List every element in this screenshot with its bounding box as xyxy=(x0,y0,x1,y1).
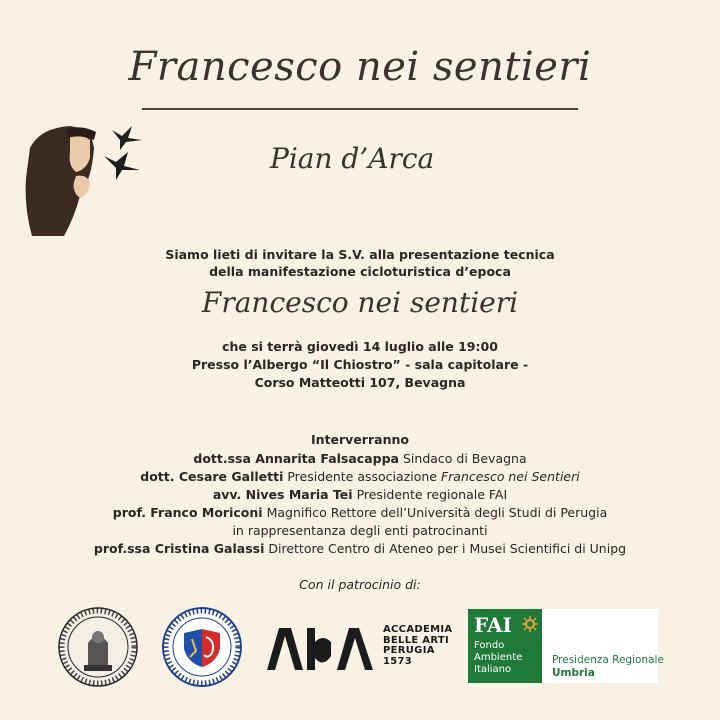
speaker-name: dott. Cesare Galletti xyxy=(140,469,284,484)
fai-region-title: Presidenza Regionale xyxy=(552,654,664,666)
aba-line-3: PERUGIA xyxy=(383,645,435,656)
speaker-role: Sindaco di Bevagna xyxy=(402,451,527,466)
fai-name xyxy=(474,640,522,676)
fai-name-line-1: Fondo xyxy=(474,640,505,651)
subtitle: Pian d’Arca xyxy=(270,142,435,175)
aba-logo-text xyxy=(383,625,452,667)
patronage-label: Con il patrocinio di: xyxy=(299,577,421,592)
aba-line-2: BELLE ARTI xyxy=(383,634,450,646)
speaker-role-association: Francesco nei Sentieri xyxy=(440,469,580,484)
page-title: Francesco nei sentieri xyxy=(128,44,592,90)
speaker-name: avv. Nives Maria Tei xyxy=(212,487,353,502)
speaker-item xyxy=(0,468,720,485)
fai-name-line-2: Ambiente xyxy=(474,652,523,663)
university-coat-of-arms-icon xyxy=(162,607,242,687)
speakers-heading: Interverranno xyxy=(311,432,409,447)
speaker-role: Presidente associazione xyxy=(287,469,437,484)
event-venue: Presso l’Albergo “Il Chiostro” - sala capitolare - xyxy=(191,357,529,372)
fai-logo: FAI xyxy=(474,613,512,637)
university-seal-icon xyxy=(58,607,138,687)
event-address: Corso Matteotti 107, Bevagna xyxy=(254,375,466,390)
fai-sun-icon xyxy=(522,616,538,632)
speaker-role: Presidente regionale FAI xyxy=(356,487,508,502)
aba-line-1: ACCADEMIA xyxy=(383,624,453,635)
fai-region-name: Umbria xyxy=(552,667,595,679)
invitation-line-1: Siamo lieti di invitare la S.V. alla presentazione tecnica xyxy=(165,247,555,262)
speaker-item xyxy=(0,540,720,557)
speaker-item xyxy=(0,486,720,503)
event-name: Francesco nei sentieri xyxy=(201,286,519,319)
speaker-role-continued: in rappresentanza degli enti patrocinanti xyxy=(232,523,488,538)
aba-line-4: 1573 xyxy=(383,655,413,667)
speaker-role: Direttore Centro di Ateneo per i Musei Scientifici di Unipg xyxy=(268,541,627,556)
speaker-item xyxy=(0,450,720,467)
fai-name-line-3: Italiano xyxy=(474,664,512,675)
speaker-item xyxy=(0,504,720,521)
title-divider xyxy=(142,108,578,110)
event-date: che si terrà giovedì 14 luglio alle 19:00 xyxy=(222,339,498,354)
invitation-line-2: della manifestazione cicloturistica d’epoca xyxy=(209,264,511,279)
aba-logo-icon xyxy=(265,624,377,672)
speaker-role: Magnifico Rettore dell’Università degli Studi di Perugia xyxy=(266,505,608,520)
speaker-name: prof. Franco Moriconi xyxy=(112,505,263,520)
speaker-name: prof.ssa Cristina Galassi xyxy=(93,541,265,556)
speaker-name: dott.ssa Annarita Falsacappa xyxy=(193,451,399,466)
friar-illustration-icon xyxy=(20,118,150,240)
